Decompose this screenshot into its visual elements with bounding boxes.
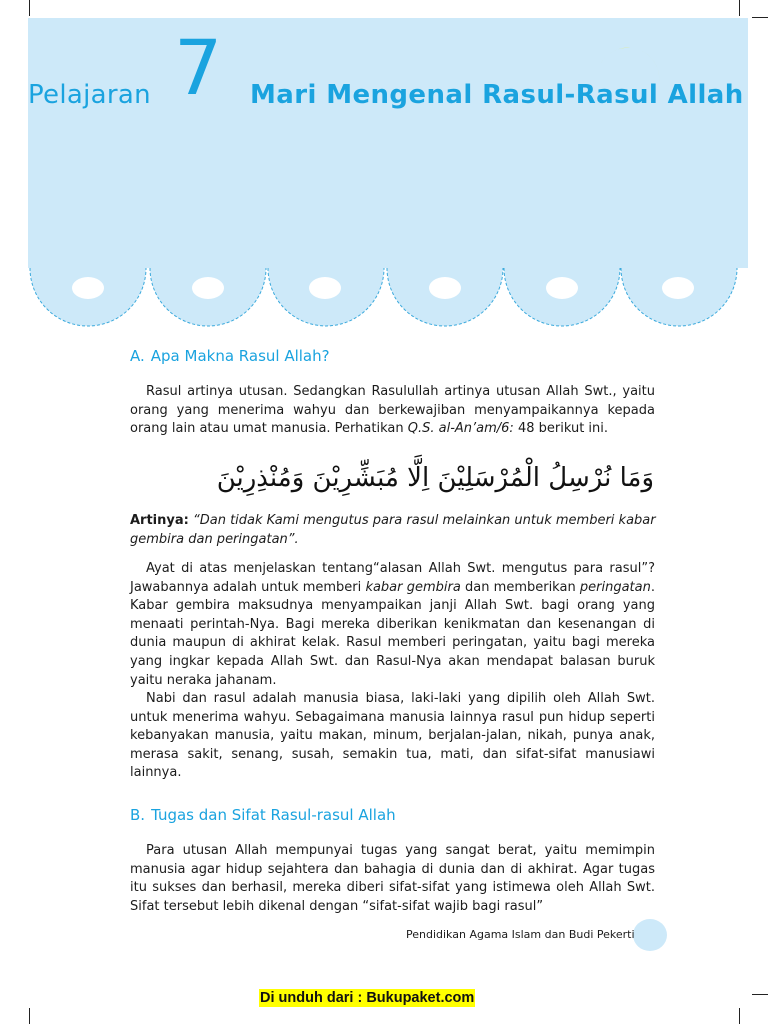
section-a-paragraph-3: Nabi dan rasul adalah manusia biasa, laki-laki yang dipilih oleh Allah Swt. untuk menerima wahyu. Sebagaimana manusia lainnya rasul pun hidup seperti kebanyakan manusia, yaitu makan, minum, berjalan-jalan, nikah, punya anak, merasa sakit, senang, susah, semakin tua, mati, dan sifat-sifat manusiawi lainnya. <box>130 691 655 781</box>
lesson-number: 7 <box>174 23 223 112</box>
arabic-verse: وَمَا نُرْسِلُ الْمُرْسَلِيْنَ اِلَّا مُبَشِّرِيْنَ وَمُنْذِرِيْنَ <box>216 463 654 493</box>
section-a-intro-paragraph: Rasul artinya utusan. Sedangkan Rasulullah artinya utusan Allah Swt., yaitu orang yang menerima wahyu dan berkewajiban menyampaikannya kepada orang lain atau umat manusia. Perhatikan Q.S. al-An’am/6: 48 berikut ini. <box>130 384 655 437</box>
scallop-dot <box>72 277 104 299</box>
scallop-dot <box>662 277 694 299</box>
crop-mark-bottom-left <box>29 1008 30 1024</box>
crop-mark-right-bottom <box>752 994 768 995</box>
verse-translation <box>130 511 660 549</box>
scallop-dot <box>546 277 578 299</box>
verse-reference: Q.S. al-An’am/6: <box>407 421 514 437</box>
section-b-title: Tugas dan Sifat Rasul-rasul Allah <box>151 806 396 824</box>
footer-book-title: Pendidikan Agama Islam dan Budi Pekerti <box>406 928 635 941</box>
crop-mark-bottom-right <box>739 1008 740 1024</box>
section-a-paragraph-2: Ayat di atas menjelaskan tentang“alasan Allah Swt. mengutus para rasul”? Jawabannya adalah untuk memberi kabar gembira dan memberikan peringatan. Kabar gembira maksudnya menyampaikan janji Allah Swt. bagi orang yang menaati perintah-Nya. Bagi mereka diberikan kenikmatan dan kesenangan di dunia maupun di akhirat kelak. Rasul memberi peringatan, yaitu bagi mereka yang ingkar kepada Allah Swt. dan Rasul-Nya akan mendapat balasan buruk yaitu neraka jahanam. <box>130 561 655 688</box>
translation-text: “Dan tidak Kami mengutus para rasul melainkan untuk memberi kabar gembira dan peringatan”. <box>130 513 656 547</box>
scallop-dot <box>192 277 224 299</box>
lesson-label: Pelajaran <box>28 80 151 110</box>
scallop-dot <box>309 277 341 299</box>
section-a-title: Apa Makna Rasul Allah? <box>150 347 330 365</box>
section-b-heading <box>130 806 396 824</box>
page-number-dot <box>633 919 667 951</box>
download-source-link[interactable]: Di unduh dari : Bukupaket.com <box>260 990 475 1006</box>
translation-label: Artinya: <box>130 513 189 528</box>
section-b-paragraph-1: Para utusan Allah mempunyai tugas yang sangat berat, yaitu memimpin manusia agar hidup sejahtera dan bahagia di dunia dan di akhirat. Agar tugas itu sukses dan berhasil, mereka diberi sifat-sifat yang istimewa oleh Allah Swt. Sifat tersebut lebih dikenal dengan “sifat-sifat wajib bagi rasul” <box>130 843 655 914</box>
scallop-dot <box>429 277 461 299</box>
lesson-title: Mari Mengenal Rasul-Rasul Allah <box>250 80 744 110</box>
section-a-heading <box>130 347 330 365</box>
section-b-letter: B. <box>130 806 146 824</box>
section-a-letter: A. <box>130 347 145 365</box>
